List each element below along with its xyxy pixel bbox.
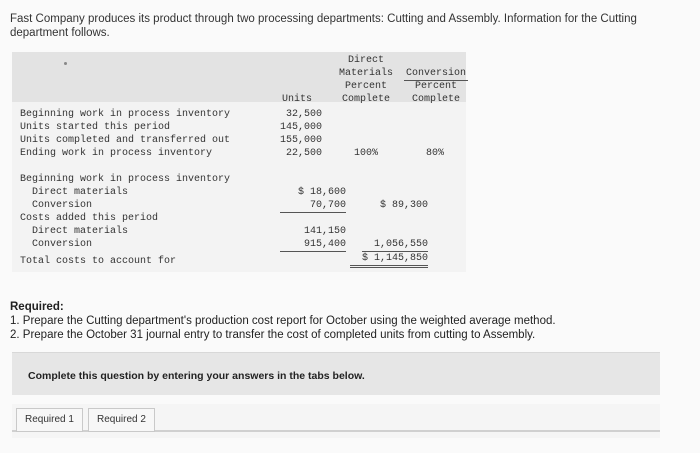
cost-label-add-dm: Direct materials (32, 226, 129, 237)
header-dm-line4: Complete (341, 94, 390, 105)
row-dm-end-wip: 100% (353, 148, 378, 159)
header-cv-line3: Complete (411, 94, 460, 105)
cost-label-added: Costs added this period (20, 213, 159, 224)
cost-label-add-cv: Conversion (32, 239, 93, 250)
header-cv-line2: Percent (414, 81, 457, 92)
required-item-2: 2. Prepare the October 31 journal entry to transfer the cost of completed units from cutting to Assembly. (10, 329, 536, 341)
tab-required-1[interactable]: Required 1 (16, 408, 83, 432)
cutting-data-table (12, 52, 466, 272)
cost-beg-total: $ 89,300 (379, 200, 428, 211)
header-dm-line1: Direct (347, 55, 384, 66)
question-intro: Fast Company produces its product through two processing departments: Cutting and Assembly. Information for the Cutting department follows. (10, 13, 637, 39)
decorative-dot (64, 62, 67, 65)
row-units-beg-wip: 32,500 (285, 109, 322, 120)
header-units: Units (282, 94, 313, 105)
cost-label-beg-cv: Conversion (32, 200, 93, 211)
row-label-completed: Units completed and transferred out (20, 135, 231, 146)
required-item-1: 1. Prepare the Cutting department's production cost report for October using the weighted average method. (10, 315, 556, 327)
tab-required-2[interactable]: Required 2 (88, 408, 155, 432)
required-title: Required: (10, 301, 64, 313)
row-label-beg-wip: Beginning work in process inventory (20, 109, 231, 120)
cost-beg-dm: $ 18,600 (297, 187, 346, 198)
cost-add-dm: 141,150 (303, 226, 346, 237)
cost-add-total: 1,056,550 (362, 238, 428, 252)
instructions-box (12, 352, 660, 395)
row-cv-end-wip: 80% (425, 148, 444, 159)
cost-add-cv: 915,400 (280, 238, 346, 252)
cost-beg-cv: 70,700 (280, 199, 346, 213)
header-cv-line1: Conversion (405, 68, 466, 79)
cost-total: $ 1,145,850 (350, 252, 428, 268)
row-units-end-wip: 22,500 (285, 148, 322, 159)
cost-label-total: Total costs to account for (20, 256, 177, 267)
row-units-completed: 155,000 (279, 135, 322, 146)
header-dm-line2: Materials (338, 68, 393, 79)
cost-label-beg-wip: Beginning work in process inventory (20, 174, 231, 185)
row-label-started: Units started this period (20, 122, 171, 133)
required-section (10, 300, 680, 342)
instructions-text: Complete this question by entering your answers in the tabs below. (28, 370, 365, 382)
row-units-started: 145,000 (279, 122, 322, 133)
row-label-end-wip: Ending work in process inventory (20, 148, 213, 159)
cost-label-beg-dm: Direct materials (32, 187, 129, 198)
header-dm-line3: Percent (344, 81, 387, 92)
